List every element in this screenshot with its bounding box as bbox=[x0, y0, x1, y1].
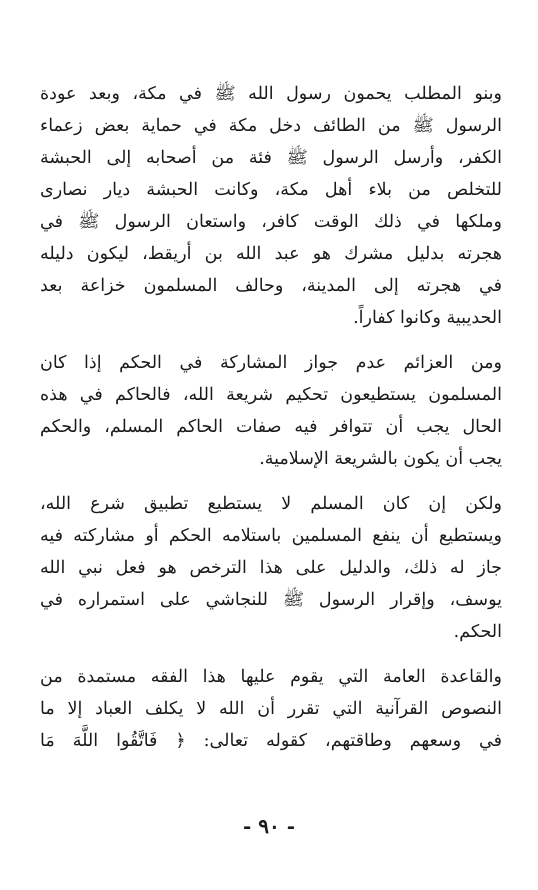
paragraph-1 bbox=[40, 78, 502, 334]
text-line: هجرته بدليل مشرك هو عبد الله بن أريقط، ليكون دليله bbox=[40, 244, 502, 264]
text-line: الحديبية وكانوا كفاراً. bbox=[353, 308, 502, 328]
text-line: جاز له ذلك، والدليل على هذا الترخص هو فعل نبي الله bbox=[40, 558, 502, 578]
text-line: يجب أن يكون بالشريعة الإسلامية. bbox=[259, 449, 502, 469]
text-line: ومن العزائم عدم جواز المشاركة في الحكم إذا كان bbox=[40, 353, 502, 373]
text-line: وملكها في ذلك الوقت كافر، واستعان الرسول ﷺ في bbox=[40, 212, 502, 232]
text-line: النصوص القرآنية التي تقرر أن الله لا يكلف العباد إلا ما bbox=[40, 699, 502, 719]
text-line: المسلمون يستطيعون تحكيم شريعة الله، فالحاكم في هذه bbox=[40, 385, 502, 405]
paragraph-2 bbox=[40, 347, 502, 475]
text-line: ويستطيع أن ينفع المسلمين باستلامه الحكم أو مشاركته فيه bbox=[40, 526, 502, 546]
text-line: ولكن إن كان المسلم لا يستطيع تطبيق شرع الله، bbox=[40, 494, 502, 514]
text-line: يوسف، وإقرار الرسول ﷺ للنجاشي على استمراره في bbox=[40, 590, 502, 610]
page-body bbox=[40, 78, 502, 757]
page-number: - ٩٠ - bbox=[242, 814, 295, 838]
text-line: والقاعدة العامة التي يقوم عليها هذا الفقه مستمدة من bbox=[40, 667, 502, 687]
text-line: في وسعهم وطاقتهم، كقوله تعالى: ﴿ فَاتَّقُوا اللَّهَ مَا bbox=[40, 731, 502, 751]
paragraph-4 bbox=[40, 661, 502, 757]
text-line: الحال يجب أن تتوافر فيه صفات الحاكم المسلم، والحكم bbox=[40, 417, 502, 437]
text-line: الحكم. bbox=[453, 622, 502, 642]
text-line: الرسول ﷺ من الطائف دخل مكة في حماية بعض زعماء bbox=[40, 116, 502, 136]
text-line: وبنو المطلب يحمون رسول الله ﷺ في مكة، وبعد عودة bbox=[40, 84, 502, 104]
paragraph-3 bbox=[40, 488, 502, 648]
text-line: الكفر، وأرسل الرسول ﷺ فئة من أصحابه إلى الحبشة bbox=[40, 148, 502, 168]
text-line: في هجرته إلى المدينة، وحالف المسلمون خزاعة بعد bbox=[40, 276, 502, 296]
text-line: للتخلص من بلاء أهل مكة، وكانت الحبشة ديار نصارى bbox=[40, 180, 502, 200]
